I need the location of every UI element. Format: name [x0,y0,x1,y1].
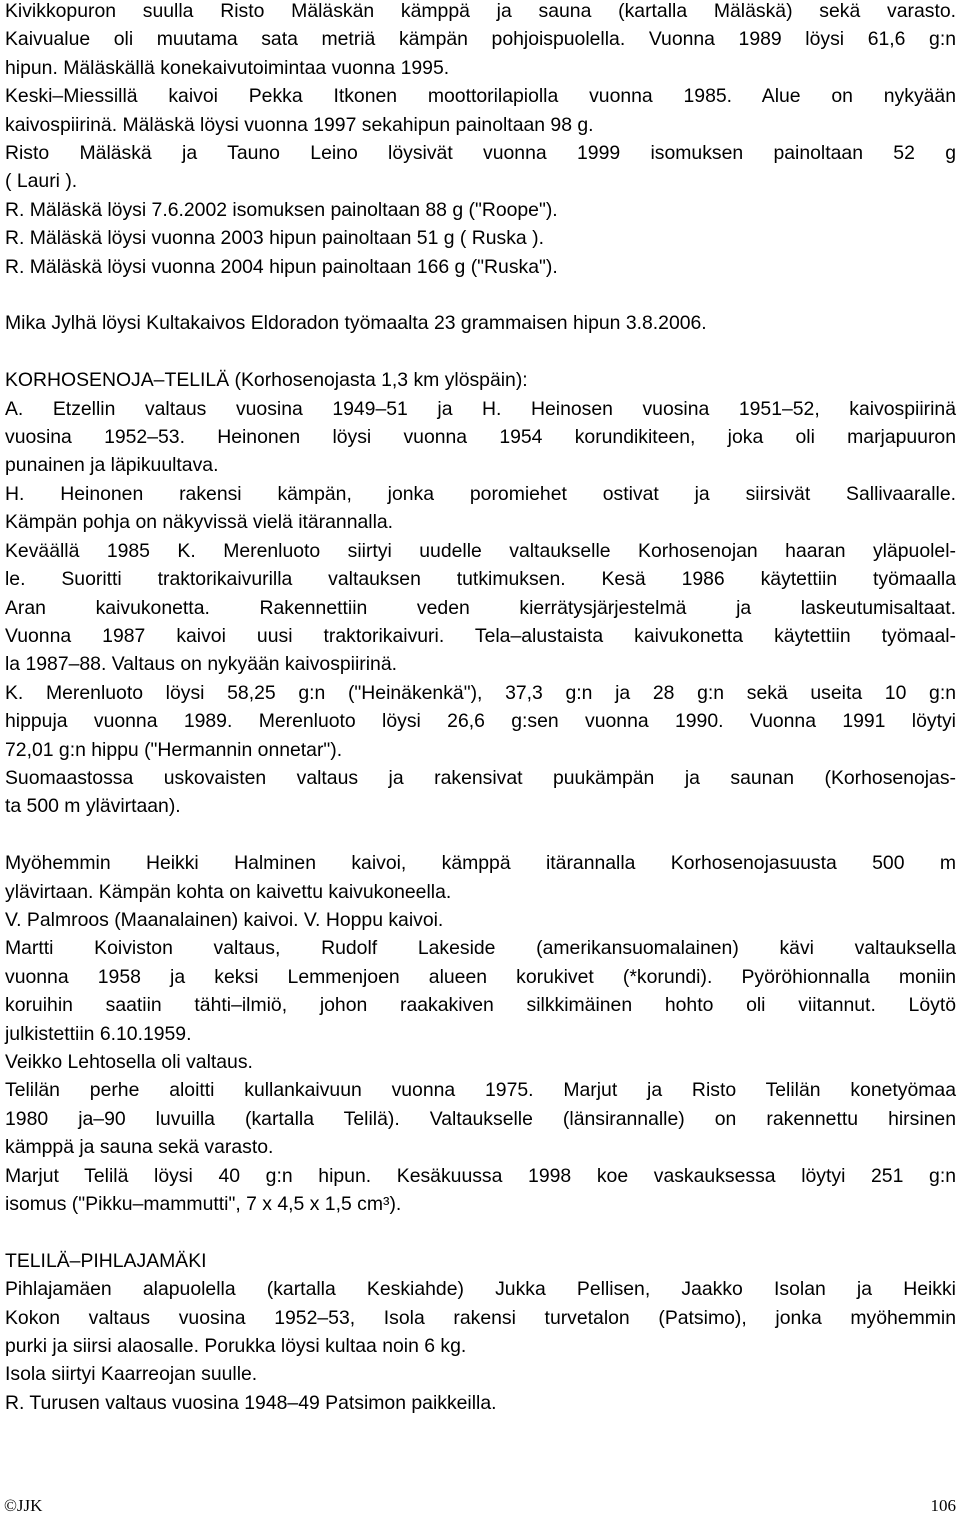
text-line: punainen ja läpikuultava. [5,454,219,477]
text-line: V. Palmroos (Maanalainen) kaivoi. V. Hoppu kaivoi. [5,908,444,931]
text-line: Kaivualue oli muutama sata metriä kämpän pohjoispuolella. Vuonna 1989 löysi 61,6 g:n [5,28,956,51]
text-line: R. Mäläskä löysi 7.6.2002 isomuksen painoltaan 88 g ("Roope"). [5,198,558,221]
page-footer [0,1496,960,1516]
paragraph-spacer [5,281,956,309]
text-line: K. Merenluoto löysi 58,25 g:n ("Heinäkenkä"), 37,3 g:n ja 28 g:n sekä useita 10 g:n [5,681,956,704]
text-line: 72,01 g:n hippu ("Hermannin onnetar"). [5,738,343,761]
text-line: TELILÄ–PIHLAJAMÄKI [5,1249,207,1272]
paragraph-spacer [5,338,956,366]
text-line: la 1987–88. Valtaus on nykyään kaivospiirinä. [5,653,398,676]
text-line: Keski–Miessillä kaivoi Pekka Itkonen moottorilapiolla vuonna 1985. Alue on nykyään [5,85,956,108]
paragraph-spacer [5,821,956,849]
text-line: vuonna 1958 ja keksi Lemmenjoen alueen korukivet (*korundi). Pyöröhionnalla moniin [5,965,956,988]
text-line: Mika Jylhä löysi Kultakaivos Eldoradon työmaalta 23 grammaisen hipun 3.8.2006. [5,312,707,335]
text-line: Myöhemmin Heikki Halminen kaivoi, kämppä itärannalla Korhosenojasuusta 500 m [5,852,956,875]
text-line: kaivospiirinä. Mäläskä löysi vuonna 1997 sekahipun painoltaan 98 g. [5,113,594,136]
text-line: Veikko Lehtosella oli valtaus. [5,1050,253,1073]
text-line: ta 500 m ylävirtaan). [5,795,181,818]
text-line: Keväällä 1985 K. Merenluoto siirtyi uudelle valtaukselle Korhosenojan haaran yläpuolel- [5,539,956,562]
text-line: Isola siirtyi Kaarreojan suulle. [5,1363,258,1386]
text-line: Marjut Telilä löysi 40 g:n hipun. Kesäkuussa 1998 koe vaskauksessa löytyi 251 g:n [5,1164,956,1187]
text-line: R. Mäläskä löysi vuonna 2004 hipun painoltaan 166 g ("Ruska"). [5,255,558,278]
text-line: kämppä ja sauna sekä varasto. [5,1136,274,1159]
paragraph-spacer [5,1218,956,1246]
text-line: 1980 ja–90 luvuilla (kartalla Telilä). Valtaukselle (länsirannalle) on rakennettu hirsinen [5,1107,956,1130]
text-line: Aran kaivukonetta. Rakennettiin veden kierrätysjärjestelmä ja laskeutumisaltaat. [5,596,956,619]
text-line: ylävirtaan. Kämpän kohta on kaivettu kaivukoneella. [5,880,452,903]
text-line: isomus ("Pikku–mammutti", 7 x 4,5 x 1,5 cm³). [5,1193,402,1216]
text-line: Martti Koiviston valtaus, Rudolf Lakeside (amerikansuomalainen) kävi valtauksella [5,937,956,960]
text-line: hippuja vuonna 1989. Merenluoto löysi 26,6 g:sen vuonna 1990. Vuonna 1991 löytyi [5,710,956,733]
text-line: H. Heinonen rakensi kämpän, jonka poromiehet ostivat ja siirsivät Sallivaaralle. [5,482,956,505]
text-line: hipun. Mäläskällä konekaivutoimintaa vuonna 1995. [5,56,450,79]
text-line: Kämpän pohja on näkyvissä vielä itärannalla. [5,511,394,534]
text-line: purki ja siirsi alaosalle. Porukka löysi kultaa noin 6 kg. [5,1335,467,1358]
text-line: Kokon valtaus vuosina 1952–53, Isola rakensi turvetalon (Patsimo), jonka myöhemmin [5,1306,956,1329]
text-line: Kivikkopuron suulla Risto Mäläskän kämppä ja sauna (kartalla Mäläskä) sekä varasto. [5,0,956,22]
paragraph [5,849,956,1218]
text-line: R. Mäläskä löysi vuonna 2003 hipun painoltaan 51 g ( Ruska ). [5,227,544,250]
text-line: Suomaastossa uskovaisten valtaus ja rakensivat puukämpän ja saunan (Korhosenojas- [5,766,956,789]
footer-copyright: ©JJK [4,1496,43,1515]
text-line: julkistettiin 6.10.1959. [5,1022,192,1045]
text-line: R. Turusen valtaus vuosina 1948–49 Patsimon paikkeilla. [5,1391,497,1414]
text-line: A. Etzellin valtaus vuosina 1949–51 ja H. Heinosen vuosina 1951–52, kaivospiirinä [5,397,956,420]
paragraph [5,366,956,821]
text-line: Vuonna 1987 kaivoi uusi traktorikaivuri. Tela–alustaista kaivukonetta käytettiin työmaal- [5,624,956,647]
paragraph [5,0,956,281]
paragraph [5,309,956,337]
text-line: vuosina 1952–53. Heinonen löysi vuonna 1954 korundikiteen, joka oli marjapuuron [5,426,956,449]
document-body [5,0,956,1417]
text-line: Risto Mäläskä ja Tauno Leino löysivät vuonna 1999 isomuksen painoltaan 52 g [5,142,956,165]
paragraph [5,1247,956,1417]
text-line: koruihin saatiin tähti–ilmiö, johon raakakiven silkkimäinen hohto oli viitannut. Löytö [5,994,956,1017]
text-line: ( Lauri ). [5,170,78,193]
page-number: 106 [930,1496,956,1515]
text-line: le. Suoritti traktorikaivurilla valtauksen tutkimuksen. Kesä 1986 käytettiin työmaalla [5,568,956,591]
text-line: Pihlajamäen alapuolella (kartalla Keskiahde) Jukka Pellisen, Jaakko Isolan ja Heikki [5,1278,956,1301]
text-line: Telilän perhe aloitti kullankaivuun vuonna 1975. Marjut ja Risto Telilän konetyömaa [5,1079,956,1102]
text-line: KORHOSENOJA–TELILÄ (Korhosenojasta 1,3 km ylöspäin): [5,369,528,392]
